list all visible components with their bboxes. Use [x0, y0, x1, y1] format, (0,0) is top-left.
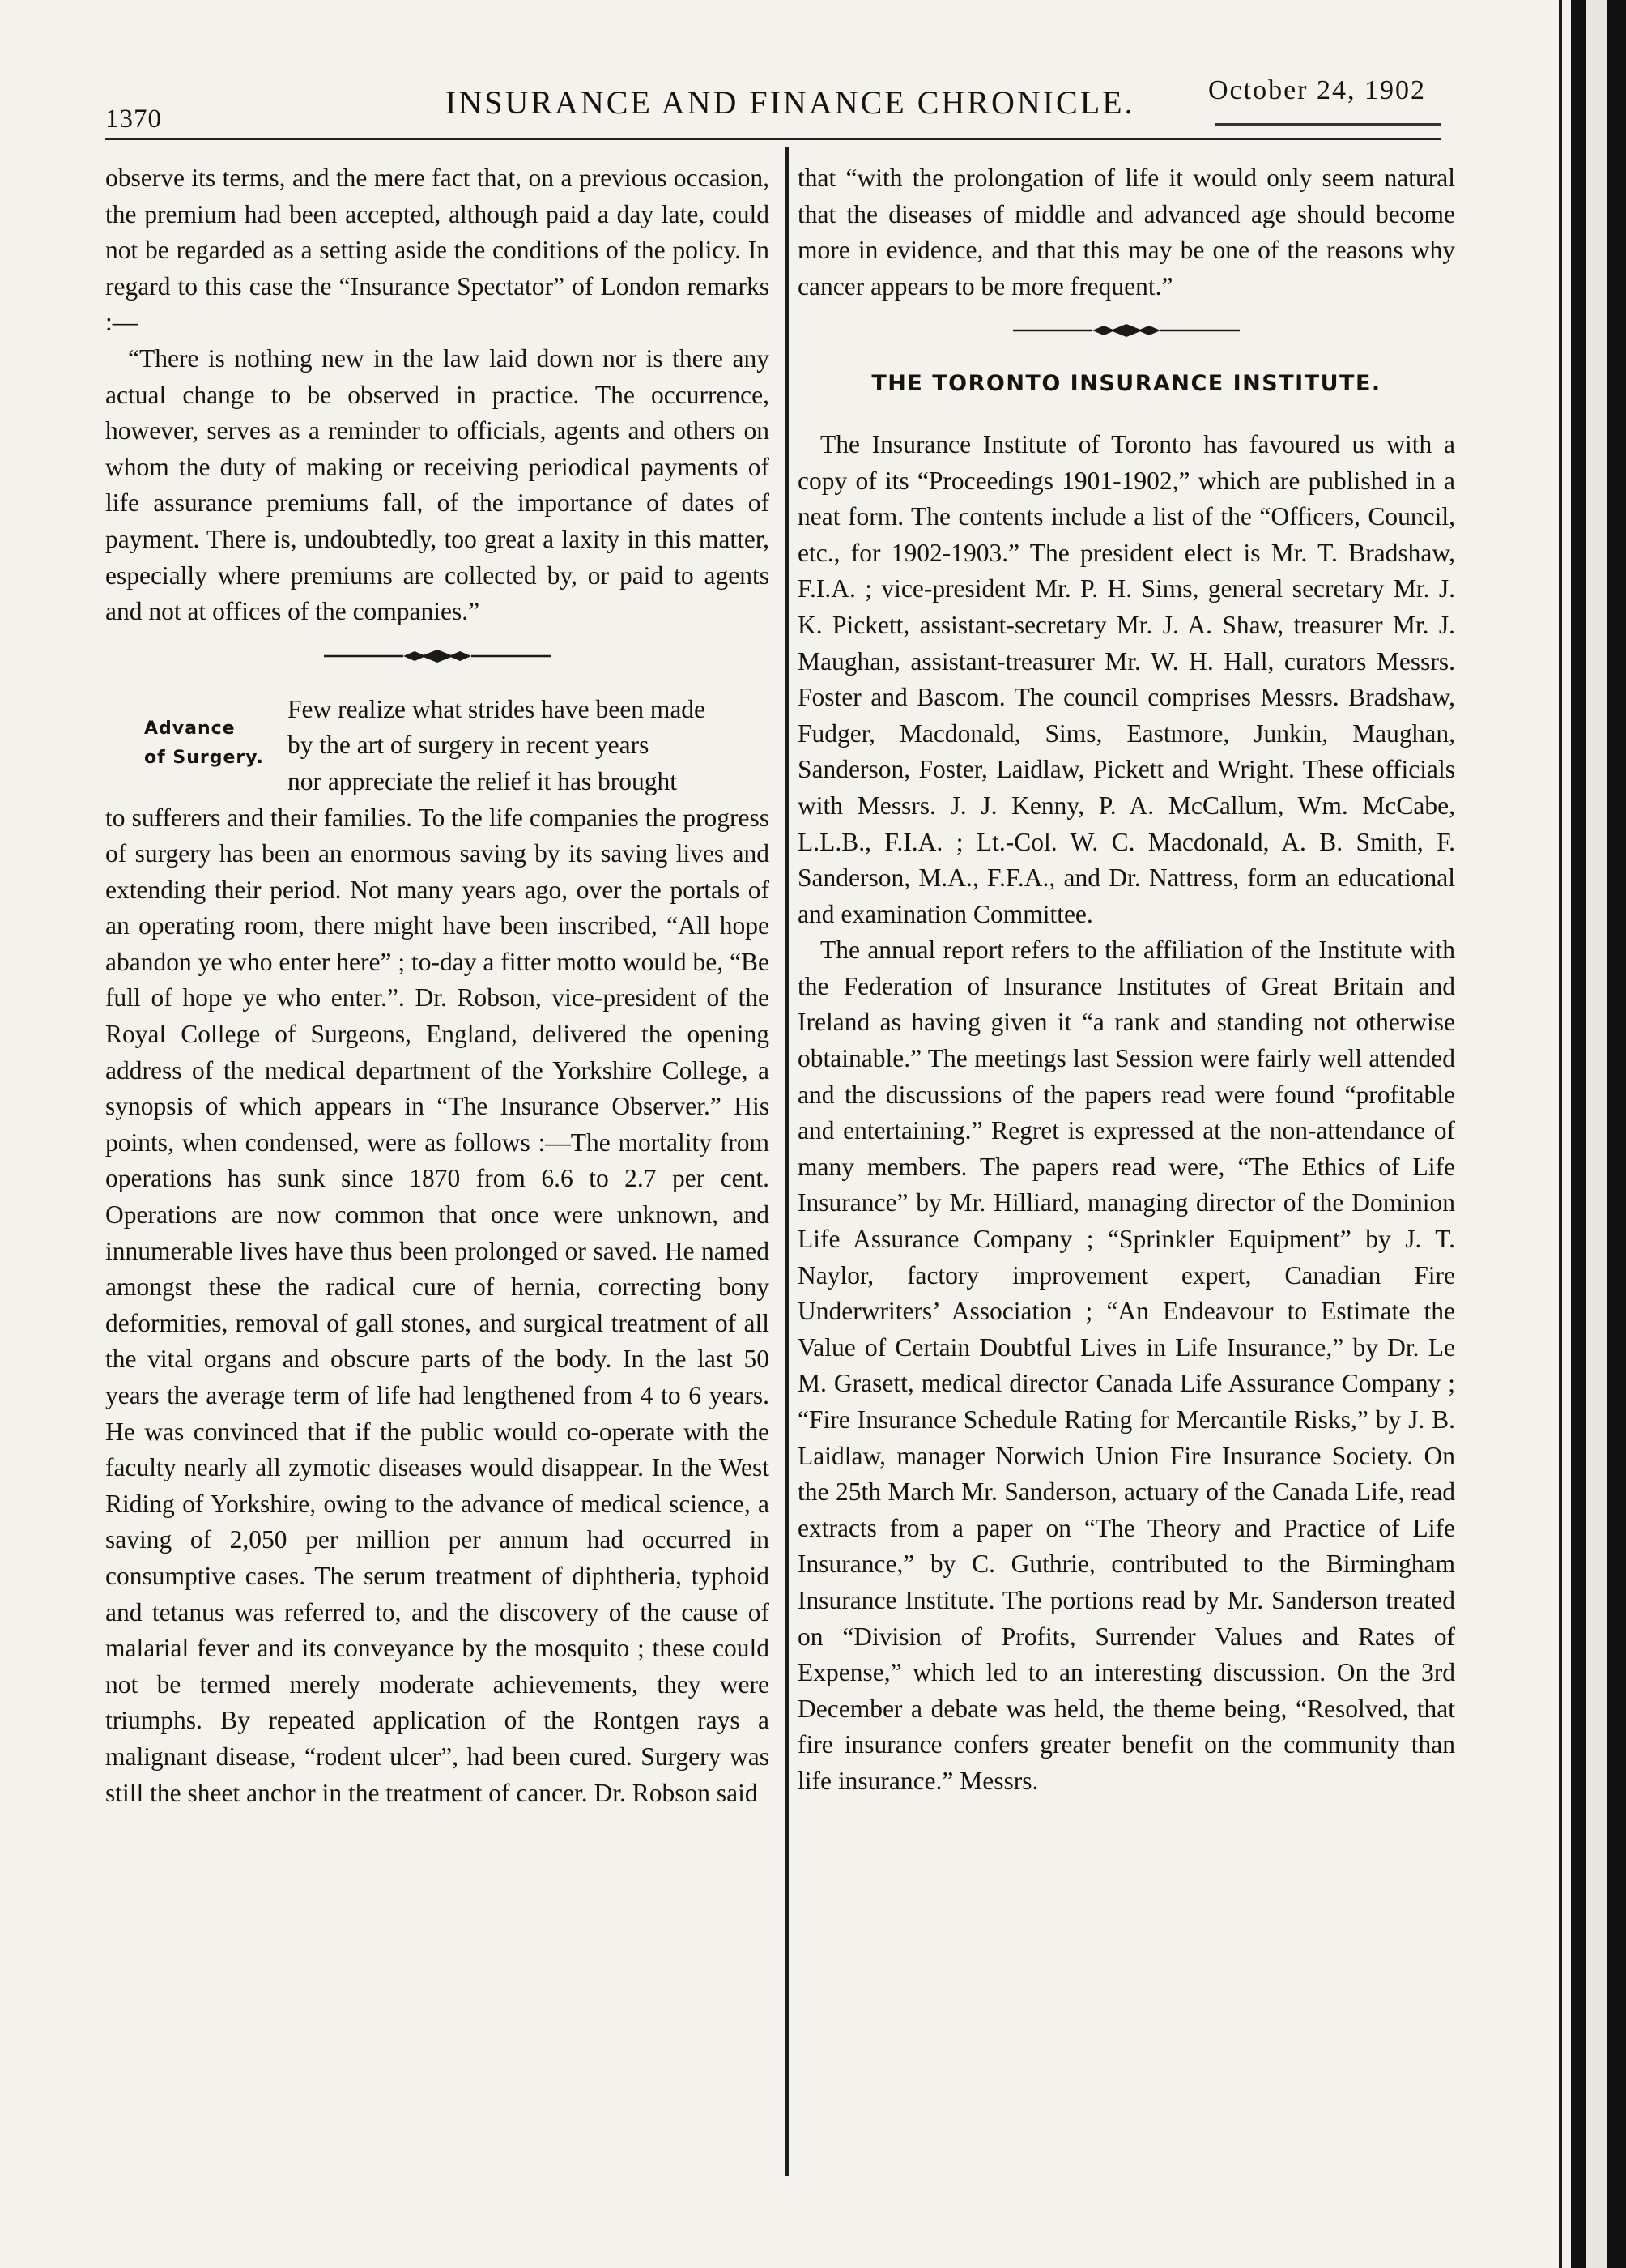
- article-paragraph: The Insurance Institute of Toronto has favoured us with a copy of its “Proceedings 1901-1902,” which are published in a neat form. The contents include a list of the “Officers, Council, etc., for 1902-1903.” The president elect is Mr. T. Bradshaw, F.I.A. ; vice-president Mr. P. H. Sims, general secretary Mr. J. K. Pickett, assistant-secretary Mr. J. A. Shaw, treasurer Mr. J. Maughan, assistant-treasurer Mr. W. H. Hall, curators Messrs. Foster and Bascom. The council comprises Messrs. Bradshaw, Fudger, Macdonald, Sims, Eastmore, Junkin, Maughan, Sanderson, Foster, Laidlaw, Pickett and Wright. These officials with Messrs. J. J. Kenny, P. A. McCallum, Wm. McCabe, L.L.B., F.I.A. ; Lt.-Col. W. C. Macdonald, A. B. Smith, F. Sanderson, M.A., F.F.A., and Dr. Nattress, form an educational and examination Committee.: [798, 429, 1455, 928]
- adjacent-page-edge: [1586, 0, 1607, 2268]
- quotation-paragraph: “There is nothing new in the law laid down nor is there any actual change to be observed in practice. The occurrence, however, serves as a reminder to officials, agents and others on whom the duty of making or receiving periodical payments of life assurance premiums fall, of the importance of dates of payment. There is, undoubtedly, too great a laxity in this matter, especially where premiums are collected by, or paid to agents and not at offices of the companies.”: [105, 343, 769, 626]
- article-paragraph: to sufferers and their families. To the life companies the progress of surgery has been an enormous saving by its saving lives and extending their period. Not many years ago, over the portals of an operating room, there might have been inscribed, “All hope abandon ye who enter here” ; to-day a fitter motto would be, “Be full of hope ye who enter.”. Dr. Robson, vice-president of the Royal College of Surgeons, England, delivered the opening address of the medical department of the Yorkshire College, a synopsis of which appears in “The Insurance Observer.” His points, when condensed, were as follows :—The mortality from operations has sunk since 1870 from 6.6 to 2.7 per cent. Operations are now common that once were unknown, and innumerable lives have thus been prolonged or saved. He named amongst these the radical cure of hernia, correcting bony deformities, removal of gall stones, and surgical treatment of all the vital organs and obscure parts of the body. In the last 50 years the average term of life had lengthened from 4 to 6 years. He was convinced that if the public would co-operate with the faculty nearly all zymotic diseases would disappear. In the West Riding of Yorkshire, owing to the advance of medical science, a saving of 2,050 per million per annum had occurred in consumptive cases. The serum treatment of diphtheria, typhoid and tetanus was referred to, and the discovery of the cause of malarial fever and its conveyance by the mosquito ; these could not be termed merely moderate achievements, they were triumphs. By repeated application of the Rontgen rays a malignant disease, “rodent ulcer”, had been cured. Surgery was still the sheet anchor in the treatment of cancer. Dr. Robson said: [105, 803, 769, 1807]
- right-column: [798, 160, 1455, 1800]
- header-rule: [105, 138, 1441, 140]
- article-paragraph: The annual report refers to the affiliation of the Institute with the Federation of Insurance Institutes of Great Britain and Ireland as having given it “a rank and standing not otherwise obtainable.” The meetings last Session were fairly well attended and the discussions of the papers read were found “profitable and entertaining.” Regret is expressed at the non-attendance of many members. The papers read were, “The Ethics of Life Insurance” by Mr. Hilliard, managing director of the Dominion Life Assurance Company ; “Sprinkler Equipment” by J. T. Naylor, factory improvement expert, Canadian Fire Underwriters’ Association ; “An Endeavour to Estimate the Value of Certain Doubtful Lives in Life Insurance,” by Dr. Le M. Grasett, medical director Canada Life Assurance Company ; “Fire Insurance Schedule Rating for Mercantile Risks,” by J. B. Laidlaw, manager Norwich Union Fire Insurance Society. On the 25th March Mr. Sanderson, actuary of the Canada Life, read extracts from a paper on “The Theory and Practice of Life Insurance,” by C. Guthrie, contributed to the Birmingham Insurance Institute. The portions read by Mr. Sanderson treated on “Division of Profits, Surrender Values and Rates of Expense,” which led to an interesting discussion. On the 3rd December a debate was held, the theme being, “Resolved, that fire insurance confers greater benefit on the community than life insurance.” Messrs.: [798, 936, 1455, 1795]
- hanging-line: by the art of surgery in recent years: [287, 731, 649, 760]
- header-short-rule: [1215, 123, 1441, 126]
- section-heading: THE TORONTO INSURANCE INSTITUTE.: [871, 371, 1381, 397]
- surgery-section: [105, 692, 769, 1811]
- publication-title: INSURANCE AND FINANCE CHRONICLE.: [445, 84, 1135, 121]
- column-divider: [785, 147, 789, 2176]
- section-divider-ornament: [1013, 322, 1240, 339]
- article-paragraph: observe its terms, and the mere fact that, on a previous occasion, the premium had been accepted, although paid a day late, could not be regarded as a setting aside the conditions of the policy. In regard to this case the “Insurance Spectator” of London remarks :—: [105, 164, 769, 337]
- left-column: [105, 160, 769, 1811]
- side-heading: [144, 714, 274, 773]
- issue-date: October 24, 1902: [1208, 75, 1427, 105]
- page-edge: [1559, 0, 1562, 2268]
- side-heading-line: Advance: [144, 718, 236, 739]
- hanging-line: nor appreciate the relief it has brought: [287, 766, 678, 795]
- side-heading-line: of Surgery.: [144, 747, 264, 768]
- scan-border: [1571, 0, 1626, 2268]
- page-number: 1370: [105, 104, 162, 134]
- hanging-line: Few realize what strides have been made: [287, 694, 706, 723]
- article-paragraph: that “with the prolongation of life it would only seem natural that the diseases of middle and advanced age should become more in evidence, and that this may be one of the reasons why cancer appears to be more frequent.”: [798, 164, 1455, 301]
- section-divider-ornament: [324, 648, 551, 664]
